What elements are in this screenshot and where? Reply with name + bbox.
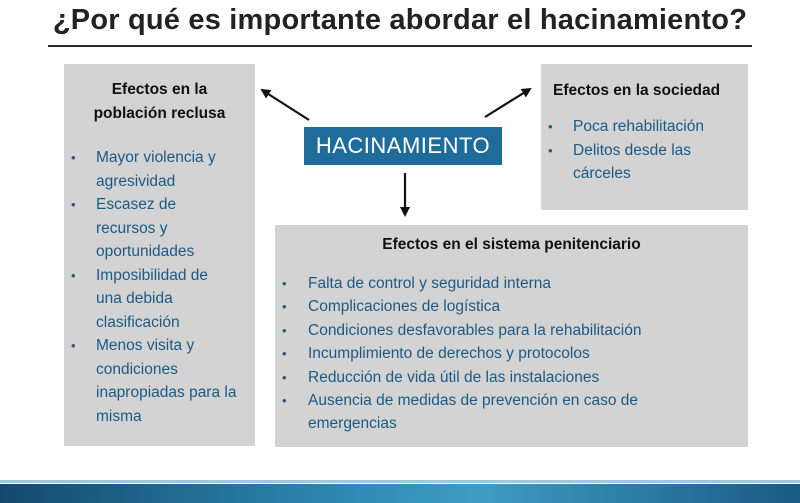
list-item: • Condiciones desfavorables para la rehabilitación (275, 319, 748, 342)
heading-sistema-penitenciario: Efectos en el sistema penitenciario (382, 236, 641, 253)
list-item: • Delitos desde las cárceles (541, 139, 713, 186)
list-item: • Menos visita y condiciones inapropiadas para la misma (64, 334, 256, 428)
list-item: • Escasez de recursos y oportunidades (64, 193, 216, 264)
list-item: • Poca rehabilitación (541, 115, 748, 139)
list-item: • Falta de control y seguridad interna (275, 272, 748, 295)
list-item: • Ausencia de medidas de prevención en caso de emergencias (275, 389, 708, 436)
list-item: • Complicaciones de logística (275, 295, 748, 318)
arrow-to-sociedad (485, 89, 530, 117)
hacinamiento-box: HACINAMIENTO (304, 127, 502, 165)
heading-poblacion-reclusa: Efectos en la población reclusa (93, 81, 226, 122)
page-title: ¿Por qué es importante abordar el hacinamiento? (52, 4, 748, 36)
footer-band (0, 484, 800, 503)
heading-sociedad: Efectos en la sociedad (553, 82, 721, 99)
arrow-to-poblacion (262, 90, 309, 120)
footer-accent-line (0, 480, 800, 483)
list-item: • Mayor violencia y agresividad (64, 146, 251, 193)
list-item: • Reducción de vida útil de las instalaciones (275, 366, 748, 389)
list-item: • Imposibilidad de una debida clasificación (64, 264, 221, 335)
list-item: • Incumplimiento de derechos y protocolos (275, 342, 748, 365)
